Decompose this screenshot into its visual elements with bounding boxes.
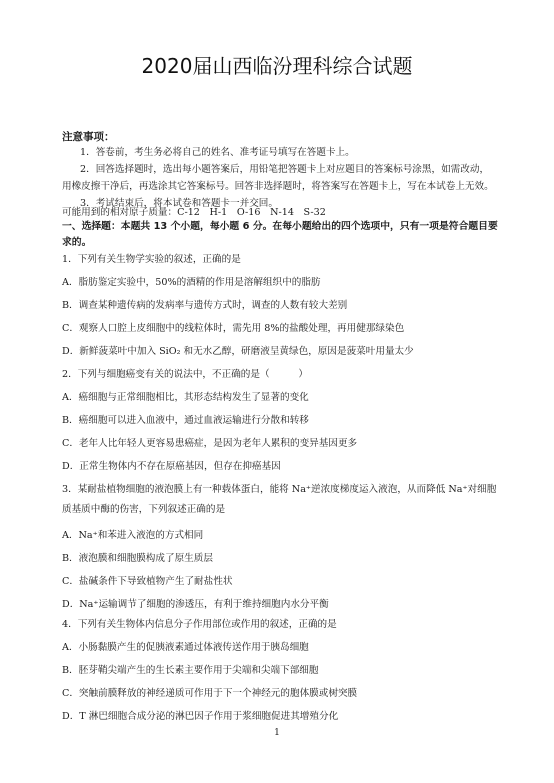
question-stem: 3．某耐盐植物细胞的液泡膜上有一种载体蛋白，能将 Na⁺逆浓度梯度运入液泡，从而降低 Na⁺对细胞质基质中酶的伤害，下列叙述正确的是 [62,484,497,515]
question-option: A．癌细胞与正常细胞相比，其形态结构发生了显著的变化 [62,392,309,403]
question-option: C．突触前膜释放的神经递质可作用于下一个神经元的胞体膜或树突膜 [62,688,358,699]
notice-item: 用橡皮擦干净后，再选涂其它答案标号。回答非选择题时，将答案写在答题卡上，写在本试卷上无效。 [62,181,494,192]
section-heading: 一、选择题：本题共 13 个小题，每小题 6 分。在每小题给出的四个选项中，只有一项是符合题目要求的。 [62,221,498,248]
page-number: 1 [274,728,280,738]
question-option: B．胚芽鞘尖端产生的生长素主要作用于尖端和尖端下部细胞 [62,665,319,676]
page-title: 2020届山西临汾理科综合试题 [141,54,413,78]
question-option: C．观察人口腔上皮细胞中的线粒体时，需先用 8%的盐酸处理，再用健那绿染色 [62,323,405,334]
atomic-masses: 可能用到的相对原子质量：C-12 H-1 O-16 N-14 S-32 [62,207,326,218]
question-option: A．脂肪鉴定实验中，50%的酒精的作用是溶解组织中的脂肪 [62,277,321,288]
question-option: D．T 淋巴细胞合成分泌的淋巴因子作用于浆细胞促进其增殖分化 [62,711,339,722]
question-option: A．小肠黏膜产生的促胰液素通过体液传送作用于胰岛细胞 [62,642,309,653]
question-option: D．Na⁺运输调节了细胞的渗透压，有利于维持细胞内水分平衡 [62,599,329,610]
question-option: B．癌细胞可以进入血液中，通过血液运输进行分散和转移 [62,415,309,426]
question-stem: 2．下列与细胞癌变有关的说法中，不正确的是（ ） [62,369,308,380]
question-option: D．新鲜菠菜叶中加入 SiO₂ 和无水乙醇，研磨液呈黄绿色，原因是菠菜叶用量太少 [62,346,414,357]
question-option: C．老年人比年轻人更容易患癌症，是因为老年人累积的变异基因更多 [62,438,358,449]
question-stem: 1．下列有关生物学实验的叙述，正确的是 [62,254,241,265]
notice-heading: 注意事项： [62,131,115,143]
question-option: B．液泡膜和细胞膜构成了原生质层 [62,553,213,564]
question-option: D．正常生物体内不存在原癌基因，但存在抑癌基因 [62,461,281,472]
notice-item: 3．考试结束后，将本试卷和答题卡一并交回。 [80,198,278,209]
notice-item: 1．答卷前，考生务必将自己的姓名、准考证号填写在答题卡上。 [80,147,355,158]
question-option: B．调查某种遗传病的发病率与遗传方式时，调查的人数有较大差别 [62,300,348,311]
question-option: A．Na⁺和苯进入液泡的方式相同 [62,530,204,541]
question-stem: 4．下列有关生物体内信息分子作用部位或作用的叙述，正确的是 [62,619,337,630]
notice-item: 2．回答选择题时，选出每小题答案后，用铅笔把答题卡上对应题目的答案标号涂黑，如需改动， [80,164,490,175]
question-option: C．盐碱条件下导致植物产生了耐盐性状 [62,576,233,587]
